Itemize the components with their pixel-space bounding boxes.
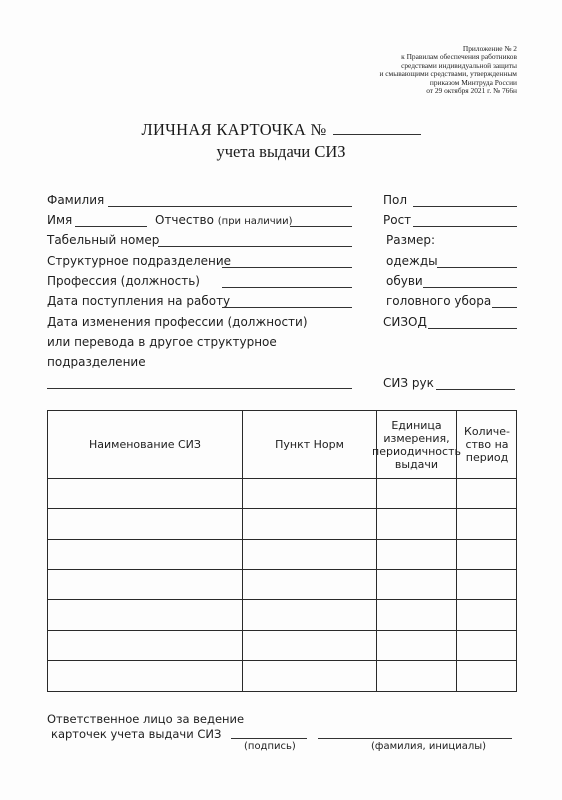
department-label: Структурное подразделение [47, 254, 232, 268]
patronymic-label [155, 213, 293, 229]
appendix-line: к Правилам обеспечения работников [401, 52, 517, 62]
appendix-line: и смывающими средствами, утвержденным [379, 69, 517, 79]
name-label: Имя [47, 213, 73, 227]
surname-field[interactable] [108, 206, 352, 207]
headwear-size-label: головного убора [386, 294, 492, 308]
signature-caption: (подпись) [244, 741, 296, 752]
header-unit-periodicity: Единица измерения, периодичность выдачи [372, 418, 461, 471]
table-row[interactable] [48, 478, 516, 479]
profession-field[interactable] [222, 287, 352, 288]
full-name-caption: (фамилия, инициалы) [371, 741, 487, 752]
hand-ppe-field[interactable] [436, 389, 515, 390]
signature-field[interactable] [231, 738, 307, 739]
size-label: Размер: [386, 233, 436, 247]
height-field[interactable] [413, 226, 517, 227]
table-row[interactable] [48, 599, 516, 600]
hire-date-label: Дата поступления на работу [47, 294, 231, 308]
ppe-table [47, 410, 517, 692]
headwear-size-field[interactable] [492, 307, 517, 308]
header-quantity: Количе-ство на период [464, 425, 510, 464]
appendix-note [287, 45, 517, 95]
hire-date-field[interactable] [222, 307, 352, 308]
department-field[interactable] [222, 267, 352, 268]
full-name-field[interactable] [318, 738, 512, 739]
patronymic-text: Отчество [155, 213, 214, 227]
responsible-person-label-line1: Ответственное лицо за ведение [47, 712, 245, 726]
shoe-size-label: обуви [386, 274, 423, 288]
appendix-line: от 29 октября 2021 г. № 766н [426, 86, 517, 96]
appendix-line: Приложение № 2 [462, 44, 517, 53]
sex-label: Пол [383, 193, 408, 207]
table-row[interactable] [48, 569, 516, 570]
responsible-person-label-line2: карточек учета выдачи СИЗ [51, 727, 222, 741]
sex-field[interactable] [413, 206, 517, 207]
shoe-size-field[interactable] [423, 287, 517, 288]
table-row[interactable] [48, 539, 516, 540]
clothes-size-label: одежды [386, 254, 438, 268]
sizod-label: СИЗОД [383, 315, 427, 329]
table-row[interactable] [48, 660, 516, 661]
height-label: Рост [383, 213, 412, 227]
patronymic-note: (при наличии) [217, 216, 293, 227]
header-norm-clause: Пункт Норм [275, 438, 344, 451]
profession-label: Профессия (должность) [47, 274, 200, 288]
name-field[interactable] [75, 226, 147, 227]
clothes-size-field[interactable] [437, 267, 517, 268]
change-date-label-line3: подразделение [47, 355, 146, 369]
card-subtitle: учета выдачи СИЗ [216, 142, 346, 161]
change-date-label-line1: Дата изменения профессии (должности) [47, 315, 308, 329]
appendix-line: приказом Минтруда России [429, 77, 517, 87]
surname-label: Фамилия [47, 193, 105, 207]
header-ppe-name: Наименование СИЗ [89, 438, 201, 451]
card-title [0, 120, 562, 140]
sizod-field[interactable] [428, 328, 517, 329]
change-date-label-line2: или перевода в другое структурное [47, 335, 277, 349]
patronymic-field[interactable] [290, 226, 352, 227]
card-title-text: ЛИЧНАЯ КАРТОЧКА № [141, 120, 327, 139]
hand-ppe-label: СИЗ рук [383, 376, 434, 390]
appendix-line: средствами индивидуальной защиты [401, 60, 517, 70]
table-row[interactable] [48, 630, 516, 631]
personnel-number-field[interactable] [158, 246, 352, 247]
card-number-field[interactable] [333, 120, 421, 135]
personnel-number-label: Табельный номер [47, 233, 160, 247]
table-row[interactable] [48, 508, 516, 509]
change-date-field[interactable] [47, 388, 352, 389]
